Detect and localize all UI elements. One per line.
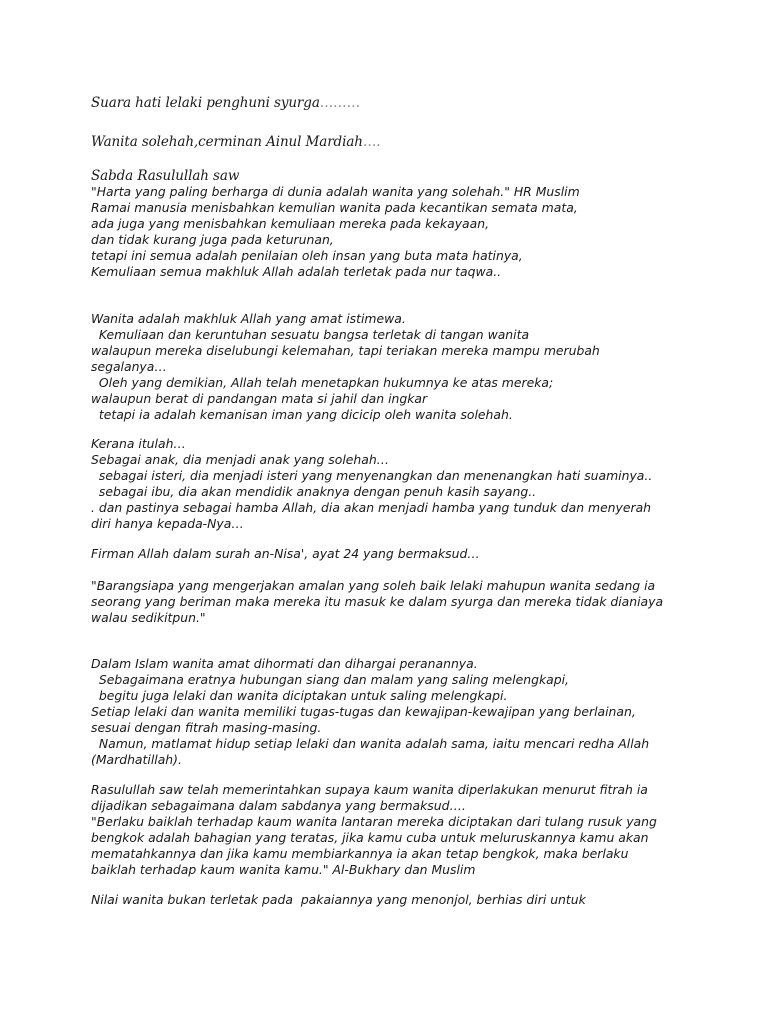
text-line: "Harta yang paling berharga di dunia adalah wanita yang solehah." HR Muslim bbox=[91, 184, 580, 199]
text-line: Namun, matlamat hidup setiap lelaki dan wanita adalah sama, iaitu mencari redha Allah bbox=[91, 736, 650, 751]
subtitle-ellipsis: …. bbox=[362, 134, 381, 150]
text-line: Kemuliaan dan keruntuhan sesuatu bangsa terletak di tangan wanita bbox=[91, 327, 530, 342]
text-line: (Mardhatillah). bbox=[91, 752, 182, 767]
text-line: . dan pastinya sebagai hamba Allah, dia akan menjadi hamba yang tunduk dan menyerah bbox=[91, 500, 652, 515]
text-line: tetapi ini semua adalah penilaian oleh insan yang buta mata hatinya, bbox=[91, 248, 523, 263]
text-line: Kemuliaan semua makhluk Allah adalah terletak pada nur taqwa.. bbox=[91, 264, 502, 279]
text-line: walaupun berat di pandangan mata si jahil dan ingkar bbox=[91, 391, 428, 406]
text-line: dijadikan sebagaimana dalam sabdanya yang bermaksud…. bbox=[91, 798, 466, 813]
paragraph-quran-quote bbox=[91, 578, 731, 626]
text-line: Sebagaimana eratnya hubungan siang dan malam yang saling melengkapi, bbox=[91, 672, 569, 687]
paragraph-nilai-wanita bbox=[91, 892, 731, 908]
paragraph-rasulullah bbox=[91, 782, 731, 878]
text-line: mematahkannya dan jika kamu membiarkannya ia akan tetap bengkok, maka berlaku bbox=[91, 846, 629, 861]
title-text: Suara hati lelaki penghuni syurga bbox=[91, 95, 320, 111]
document-subtitle bbox=[91, 134, 380, 150]
text-line: Nilai wanita bukan terletak pada pakaiannya yang menonjol, berhias diri untuk bbox=[91, 892, 586, 907]
document-title bbox=[91, 95, 360, 111]
text-line: Firman Allah dalam surah an-Nisa', ayat 24 yang bermaksud… bbox=[91, 546, 480, 561]
text-line: sesuai dengan fitrah masing-masing. bbox=[91, 720, 322, 735]
title-ellipsis: ……… bbox=[319, 95, 360, 111]
section-heading: Sabda Rasulullah saw bbox=[91, 168, 240, 184]
text-line: Ramai manusia menisbahkan kemulian wanita pada kecantikan semata mata, bbox=[91, 200, 578, 215]
text-line: diri hanya kepada-Nya… bbox=[91, 516, 244, 531]
text-line: dan tidak kurang juga pada keturunan, bbox=[91, 232, 334, 247]
text-line: Oleh yang demikian, Allah telah menetapkan hukumnya ke atas mereka; bbox=[91, 375, 554, 390]
text-line: Sebagai anak, dia menjadi anak yang solehah… bbox=[91, 452, 390, 467]
paragraph-hadith-intro bbox=[91, 184, 731, 280]
text-line: Wanita adalah makhluk Allah yang amat istimewa. bbox=[91, 311, 406, 326]
text-line: bengkok adalah bahagian yang teratas, jika kamu cuba untuk meluruskannya kamu akan bbox=[91, 830, 649, 845]
text-line: Rasulullah saw telah memerintahkan supaya kaum wanita diperlakukan menurut fitrah ia bbox=[91, 782, 648, 797]
text-line: seorang yang beriman maka mereka itu masuk ke dalam syurga dan mereka tidak dianiaya bbox=[91, 594, 664, 609]
text-line: tetapi ia adalah kemanisan iman yang dicicip oleh wanita solehah. bbox=[91, 407, 513, 422]
text-line: baiklah terhadap kaum wanita kamu." Al-Bukhary dan Muslim bbox=[91, 862, 476, 877]
subtitle-text: Wanita solehah,cerminan Ainul Mardiah bbox=[91, 134, 363, 150]
text-line: Setiap lelaki dan wanita memiliki tugas-tugas dan kewajipan-kewajipan yang berlainan, bbox=[91, 704, 636, 719]
text-line: sebagai ibu, dia akan mendidik anaknya dengan penuh kasih sayang.. bbox=[91, 484, 537, 499]
paragraph-dalam-islam bbox=[91, 656, 731, 768]
text-line: ada juga yang menisbahkan kemuliaan mereka pada kekayaan, bbox=[91, 216, 490, 231]
text-line: Kerana itulah… bbox=[91, 436, 186, 451]
text-line: "Barangsiapa yang mengerjakan amalan yang soleh baik lelaki mahupun wanita sedang ia bbox=[91, 578, 656, 593]
text-line: sebagai isteri, dia menjadi isteri yang menyenangkan dan menenangkan hati suaminya.. bbox=[91, 468, 653, 483]
text-line: begitu juga lelaki dan wanita diciptakan untuk saling melengkapi. bbox=[91, 688, 508, 703]
paragraph-istimewa bbox=[91, 311, 731, 423]
text-line: "Berlaku baiklah terhadap kaum wanita lantaran mereka diciptakan dari tulang rusuk yang bbox=[91, 814, 657, 829]
paragraph-kerana-itulah bbox=[91, 436, 731, 532]
text-line: walau sedikitpun." bbox=[91, 610, 206, 625]
text-line: Dalam Islam wanita amat dihormati dan dihargai peranannya. bbox=[91, 656, 478, 671]
text-line: walaupun mereka diselubungi kelemahan, tapi teriakan mereka mampu merubah bbox=[91, 343, 600, 358]
paragraph-firman-allah bbox=[91, 546, 731, 562]
text-line: segalanya… bbox=[91, 359, 167, 374]
